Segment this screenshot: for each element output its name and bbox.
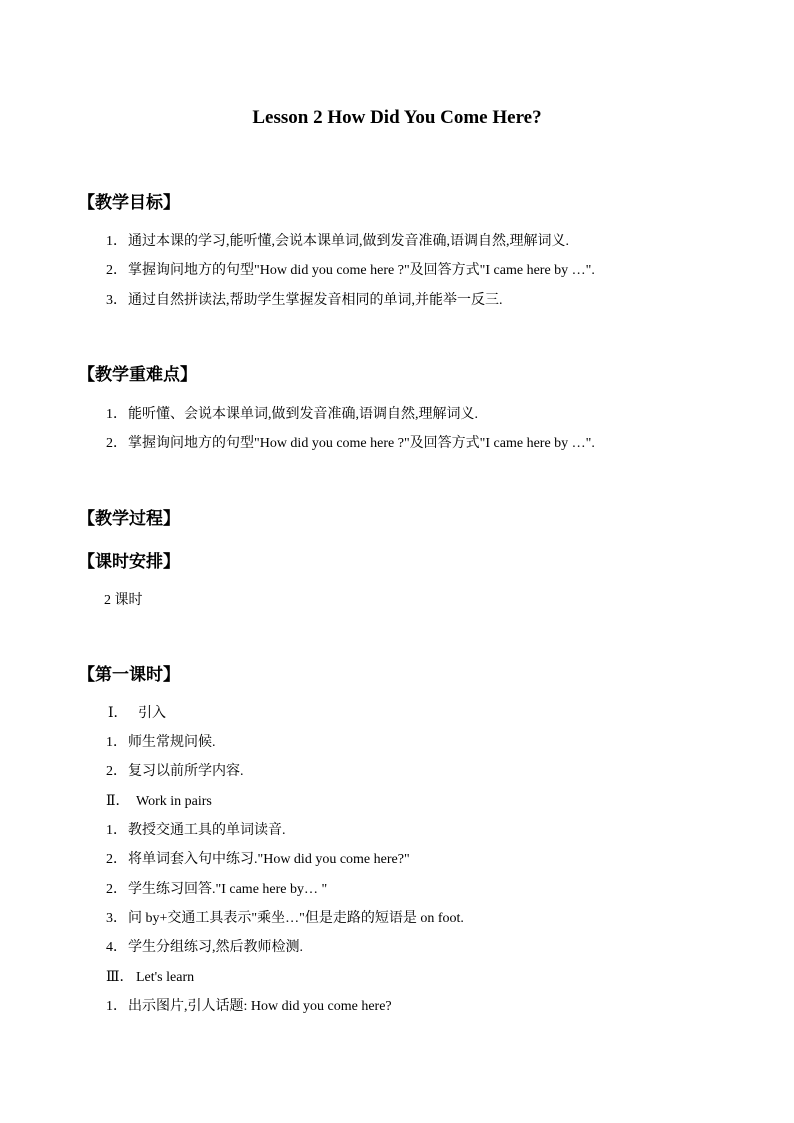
list-text: Work in pairs — [136, 794, 212, 809]
roman-number: Ⅰ． — [108, 706, 128, 721]
list-number: 1． — [106, 407, 127, 422]
list-item — [106, 998, 392, 1016]
objectives-heading: 【教学目标】 — [78, 193, 180, 212]
first-lesson-heading: 【第一课时】 — [78, 665, 180, 684]
schedule-heading: 【课时安排】 — [78, 552, 180, 571]
list-number: 2． — [106, 263, 127, 278]
list-text: 问 by+交通工具表示"乘坐…"但是走路的短语是 on foot. — [128, 911, 464, 926]
list-item — [106, 910, 464, 928]
list-text: 引入 — [138, 706, 166, 721]
list-text: 出示图片,引人话题: How did you come here? — [128, 999, 392, 1014]
objective-item — [106, 292, 503, 310]
section-title — [106, 793, 212, 811]
list-number: 3． — [106, 911, 127, 926]
list-text: 能听懂、会说本课单词,做到发音准确,语调自然,理解词义. — [128, 407, 478, 422]
list-number: 1． — [106, 735, 127, 750]
list-text: 掌握询问地方的句型"How did you come here ?"及回答方式"I came here by …". — [128, 263, 595, 278]
process-heading: 【教学过程】 — [78, 509, 180, 528]
key-point-item — [106, 406, 478, 424]
list-text: 通过自然拼读法,帮助学生掌握发音相同的单词,并能举一反三. — [128, 293, 503, 308]
list-number: 1． — [106, 999, 127, 1014]
list-text: 通过本课的学习,能听懂,会说本课单词,做到发音准确,语调自然,理解词义. — [128, 234, 569, 249]
list-text: 学生练习回答."I came here by… " — [128, 882, 328, 897]
list-number: 2． — [106, 436, 127, 451]
schedule-text: 2 课时 — [104, 593, 143, 608]
document-title: Lesson 2 How Did You Come Here? — [252, 107, 542, 128]
list-item — [106, 939, 303, 957]
list-number: 2． — [106, 852, 127, 867]
list-item — [106, 734, 216, 752]
list-number: 4． — [106, 940, 127, 955]
list-number: 1． — [106, 823, 127, 838]
list-number: 2． — [106, 882, 127, 897]
key-points-heading: 【教学重难点】 — [78, 365, 197, 384]
list-text: 将单词套入句中练习."How did you come here?" — [128, 852, 410, 867]
list-text: 学生分组练习,然后教师检测. — [128, 940, 303, 955]
list-item — [106, 822, 286, 840]
list-text: 复习以前所学内容. — [128, 764, 244, 779]
roman-number: Ⅱ． — [106, 794, 130, 809]
list-item — [106, 851, 410, 869]
section-title — [108, 705, 166, 723]
list-item — [106, 881, 327, 899]
list-number: 2． — [106, 764, 127, 779]
list-item — [106, 763, 244, 781]
key-point-item — [106, 435, 595, 453]
list-number: 1． — [106, 234, 127, 249]
objective-item — [106, 262, 595, 280]
list-text: 掌握询问地方的句型"How did you come here ?"及回答方式"I came here by …". — [128, 436, 595, 451]
objective-item — [106, 233, 569, 251]
roman-number: Ⅲ． — [106, 970, 134, 985]
list-text: 师生常规问候. — [128, 735, 216, 750]
section-title — [106, 969, 194, 987]
list-text: 教授交通工具的单词读音. — [128, 823, 286, 838]
list-text: Let's learn — [136, 970, 195, 985]
list-number: 3． — [106, 293, 127, 308]
